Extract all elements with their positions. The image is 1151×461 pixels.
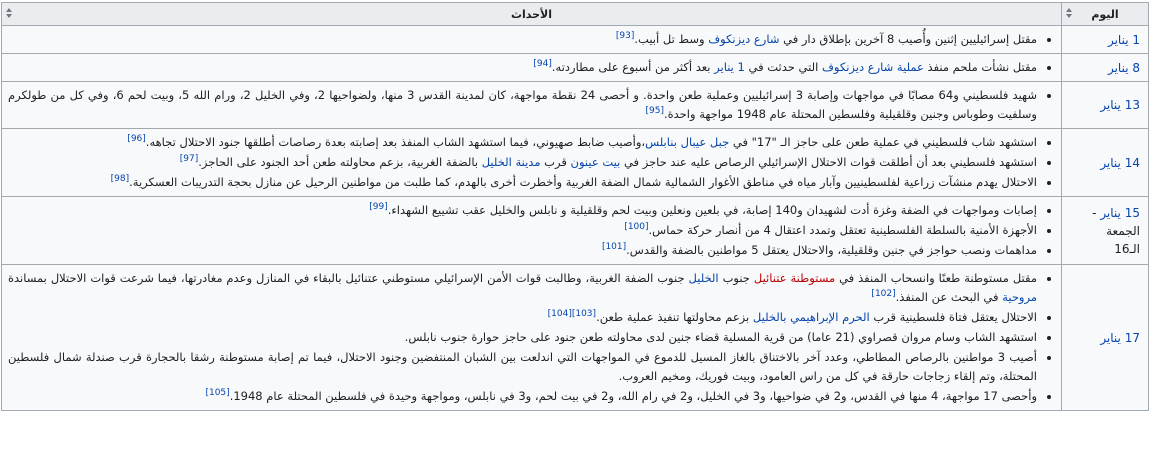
events-list <box>8 133 1051 192</box>
day-link[interactable]: 13 يناير <box>1100 98 1140 112</box>
wiki-link[interactable]: مدينة الخليل <box>481 155 541 169</box>
events-cell <box>2 26 1062 54</box>
wiki-link[interactable]: بنابلس <box>645 135 681 149</box>
citation-link[interactable]: [100] <box>624 222 649 233</box>
event-text: جنوب الضفة الغربية، وطالبت قوات الأمن الإسرائيلي مستوطني عتنائيل بالبقاء في المنازل وعدم مغادرتها، فيما شرعت قوات الاحتلال بمساندة <box>8 271 689 285</box>
event-text: جنوب <box>718 271 754 285</box>
event-item <box>8 133 1037 152</box>
event-item <box>8 221 1037 240</box>
event-text: الأجهزة الأمنية بالسلطة الفلسطينية تعتقل وتمدد اعتقال 4 من أنصار حركة حماس. <box>648 223 1037 237</box>
table-row <box>2 265 1149 411</box>
event-text: الاحتلال يعتقل فتاة فلسطينية قرب <box>869 310 1037 324</box>
day-link[interactable]: 1 يناير <box>1107 32 1140 47</box>
citation-link[interactable]: [93] <box>615 31 635 42</box>
event-text: أصيب 3 مواطنين بالرصاص المطاطي، وعدد آخر بالاختناق بالغاز المسيل للدموع في المواجهات التي اندلعت بين الشبان المنتفضين وجنود الاحتلال، فيما تم إصابة مستوطنة رشقا بالحجارة قرب صندلة شمال فلسطين المحتلة، وتم إلقاء زجاجات حارقة في كل من راس العامود، وبيت فوريك، ومخيم العروب. <box>8 350 1037 383</box>
events-cell <box>2 82 1062 129</box>
event-text: بعد أكثر من أسبوع على مطاردته. <box>551 60 715 74</box>
event-item <box>8 328 1037 347</box>
events-cell <box>2 129 1062 197</box>
event-item <box>8 308 1037 327</box>
event-text: إصابات ومواجهات في الضفة وغزة أدت لشهيدان و140 إصابة، في بلعين ونعلين وبيت لحم وقلقيلية و نابلس والخليل عقب تشييع الشهداء. <box>387 203 1037 217</box>
day-line2: الـ16 <box>1114 241 1140 256</box>
wiki-link[interactable]: عملية شارع ديزنكوف <box>821 60 924 74</box>
wiki-link[interactable]: الحرم الإبراهيمي <box>790 310 870 324</box>
event-text: بالضفة الغربية، بزعم محاولته طعن أحد الجنود على الحاجز. <box>198 155 482 169</box>
event-item <box>8 173 1037 192</box>
citation-link[interactable]: [103][104] <box>547 309 597 320</box>
wiki-link[interactable]: مروحية <box>1002 290 1037 304</box>
event-text: مقتل إسرائيليين إثنين وأُصيب 8 آخرين بإطلاق دار في <box>779 32 1037 46</box>
citation-link[interactable]: [96] <box>127 134 146 145</box>
event-text: في البحث عن المنفذ. <box>895 290 1003 304</box>
day-link[interactable]: 8 يناير <box>1107 60 1140 75</box>
event-text: استشهد فلسطيني بعد أن أطلقت قوات الاحتلال الإسرائيلي الرصاص عليه عند حاجز في <box>620 155 1037 169</box>
day-cell <box>1062 82 1149 129</box>
table-row <box>2 197 1149 265</box>
citation-link[interactable]: [105] <box>205 388 230 399</box>
event-item <box>8 348 1037 386</box>
events-list <box>8 269 1051 406</box>
events-cell <box>2 265 1062 411</box>
day-cell <box>1062 129 1149 197</box>
day-cell <box>1062 265 1149 411</box>
day-cell <box>1062 197 1149 265</box>
wiki-link[interactable]: شارع ديزنكوف <box>708 32 780 46</box>
citation-link[interactable]: [99] <box>369 202 388 213</box>
events-list <box>8 58 1051 77</box>
column-header-events[interactable] <box>2 3 1062 26</box>
wiki-link[interactable]: بيت عينون <box>570 155 621 169</box>
event-item <box>8 86 1037 124</box>
event-item <box>8 153 1037 172</box>
event-text: التي حدثت في <box>744 60 822 74</box>
citation-link[interactable]: [95] <box>645 106 664 117</box>
event-text: استشهد شاب فلسطيني في عملية طعن على حاجز الـ "17" في <box>729 135 1037 149</box>
event-item <box>8 387 1037 406</box>
citation-link[interactable]: [102] <box>871 289 896 300</box>
events-list <box>8 201 1051 260</box>
event-text: مقتل مستوطنة طعنًا وانسحاب المنفذ في <box>835 271 1037 285</box>
events-list <box>8 30 1051 49</box>
table-header-row <box>2 3 1149 26</box>
wiki-link[interactable]: جبل عيبال <box>680 135 730 149</box>
wiki-link[interactable]: 1 يناير <box>714 60 745 74</box>
event-text: ،وأصيب ضابط صهيوني، فيما استشهد الشاب المنفذ بعد إصابته بعدة رصاصات أطلقها جنود الاحتلال تجاهه. <box>145 135 646 149</box>
day-cell <box>1062 26 1149 54</box>
event-item <box>8 58 1037 77</box>
event-text: الاحتلال يهدم منشآت زراعية لفلسطينيين وآبار مياه في مناطق الأغوار الشمالية شمال الضفة الغربية وأخطرت أخرى بالهدم، كما طلبت من مواطنين الرحيل عن منازل بحجة التدريبات العسكرية. <box>129 175 1037 189</box>
event-text: استشهد الشاب وسام مروان قصراوي (21 عاما) من قرية المسلية قضاء جنين لدى محاولته طعن جنود على حاجز حوارة جنوب نابلس. <box>404 330 1037 344</box>
column-header-day-label: اليوم <box>1091 7 1119 21</box>
event-text: مداهمات ونصب حواجز في جنين وقلقيلية، والاحتلال يعتقل 5 مواطنين بالضفة والقدس. <box>626 243 1037 257</box>
event-item <box>8 269 1037 307</box>
event-text: بزعم محاولتها تنفيذ عملية طعن. <box>596 310 753 324</box>
event-item <box>8 30 1037 49</box>
event-text: قرب <box>540 155 571 169</box>
day-link[interactable]: 17 يناير <box>1100 330 1140 345</box>
day-cell <box>1062 54 1149 82</box>
table-row <box>2 54 1149 82</box>
day-link[interactable]: 14 يناير <box>1100 155 1140 170</box>
events-table <box>1 2 1149 411</box>
column-header-events-label: الأحداث <box>510 7 553 21</box>
citation-link[interactable]: [101] <box>601 242 627 253</box>
column-header-day[interactable] <box>1062 3 1149 26</box>
event-text: شهيد فلسطيني و64 مصابًا في مواجهات وإصابة 3 إسرائيليين وعملية طعن واحدة. و أحصى 24 نقطة مواجهة، كان لمدينة القدس 3 منها، ولضواحيها 2، وفي الخليل 2، ورام الله 5، وبيت لحم 6، وفي كل من طولكرم وسلفيت وطوباس وجنين وقلقيلية وفلسطين المحتلة عام 1948 مواجهة واحدة. <box>8 88 1037 121</box>
event-text: وسط تل أبيب. <box>634 32 709 46</box>
events-list <box>8 86 1051 124</box>
table-row <box>2 26 1149 54</box>
sort-icon[interactable] <box>1066 8 1072 18</box>
day-suffix: - الجمعة <box>1092 205 1140 238</box>
event-item <box>8 241 1037 260</box>
citation-link[interactable]: [97] <box>179 154 199 165</box>
events-cell <box>2 197 1062 265</box>
table-row <box>2 129 1149 197</box>
event-text: وأحصى 17 مواجهة، 4 منها في القدس، و2 في ضواحيها، و3 في الخليل، و2 في رام الله، و2 في بيت لحم، و3 في نابلس، ومواجهة وحيدة في فلسطين المحتلة عام 1948. <box>229 389 1037 403</box>
events-cell <box>2 54 1062 82</box>
wiki-link[interactable]: الخليل <box>688 271 719 285</box>
sort-icon[interactable] <box>6 8 12 18</box>
citation-link[interactable]: [98] <box>110 174 130 185</box>
event-text: مقتل نشأت ملحم منفذ <box>923 60 1037 74</box>
red-wiki-link[interactable]: مستوطنة عتنائيل <box>753 271 836 285</box>
wiki-link[interactable]: بالخليل <box>752 310 791 324</box>
citation-link[interactable]: [94] <box>533 59 552 70</box>
day-link[interactable]: 15 يناير <box>1100 205 1140 220</box>
event-item <box>8 201 1037 220</box>
table-row <box>2 82 1149 129</box>
